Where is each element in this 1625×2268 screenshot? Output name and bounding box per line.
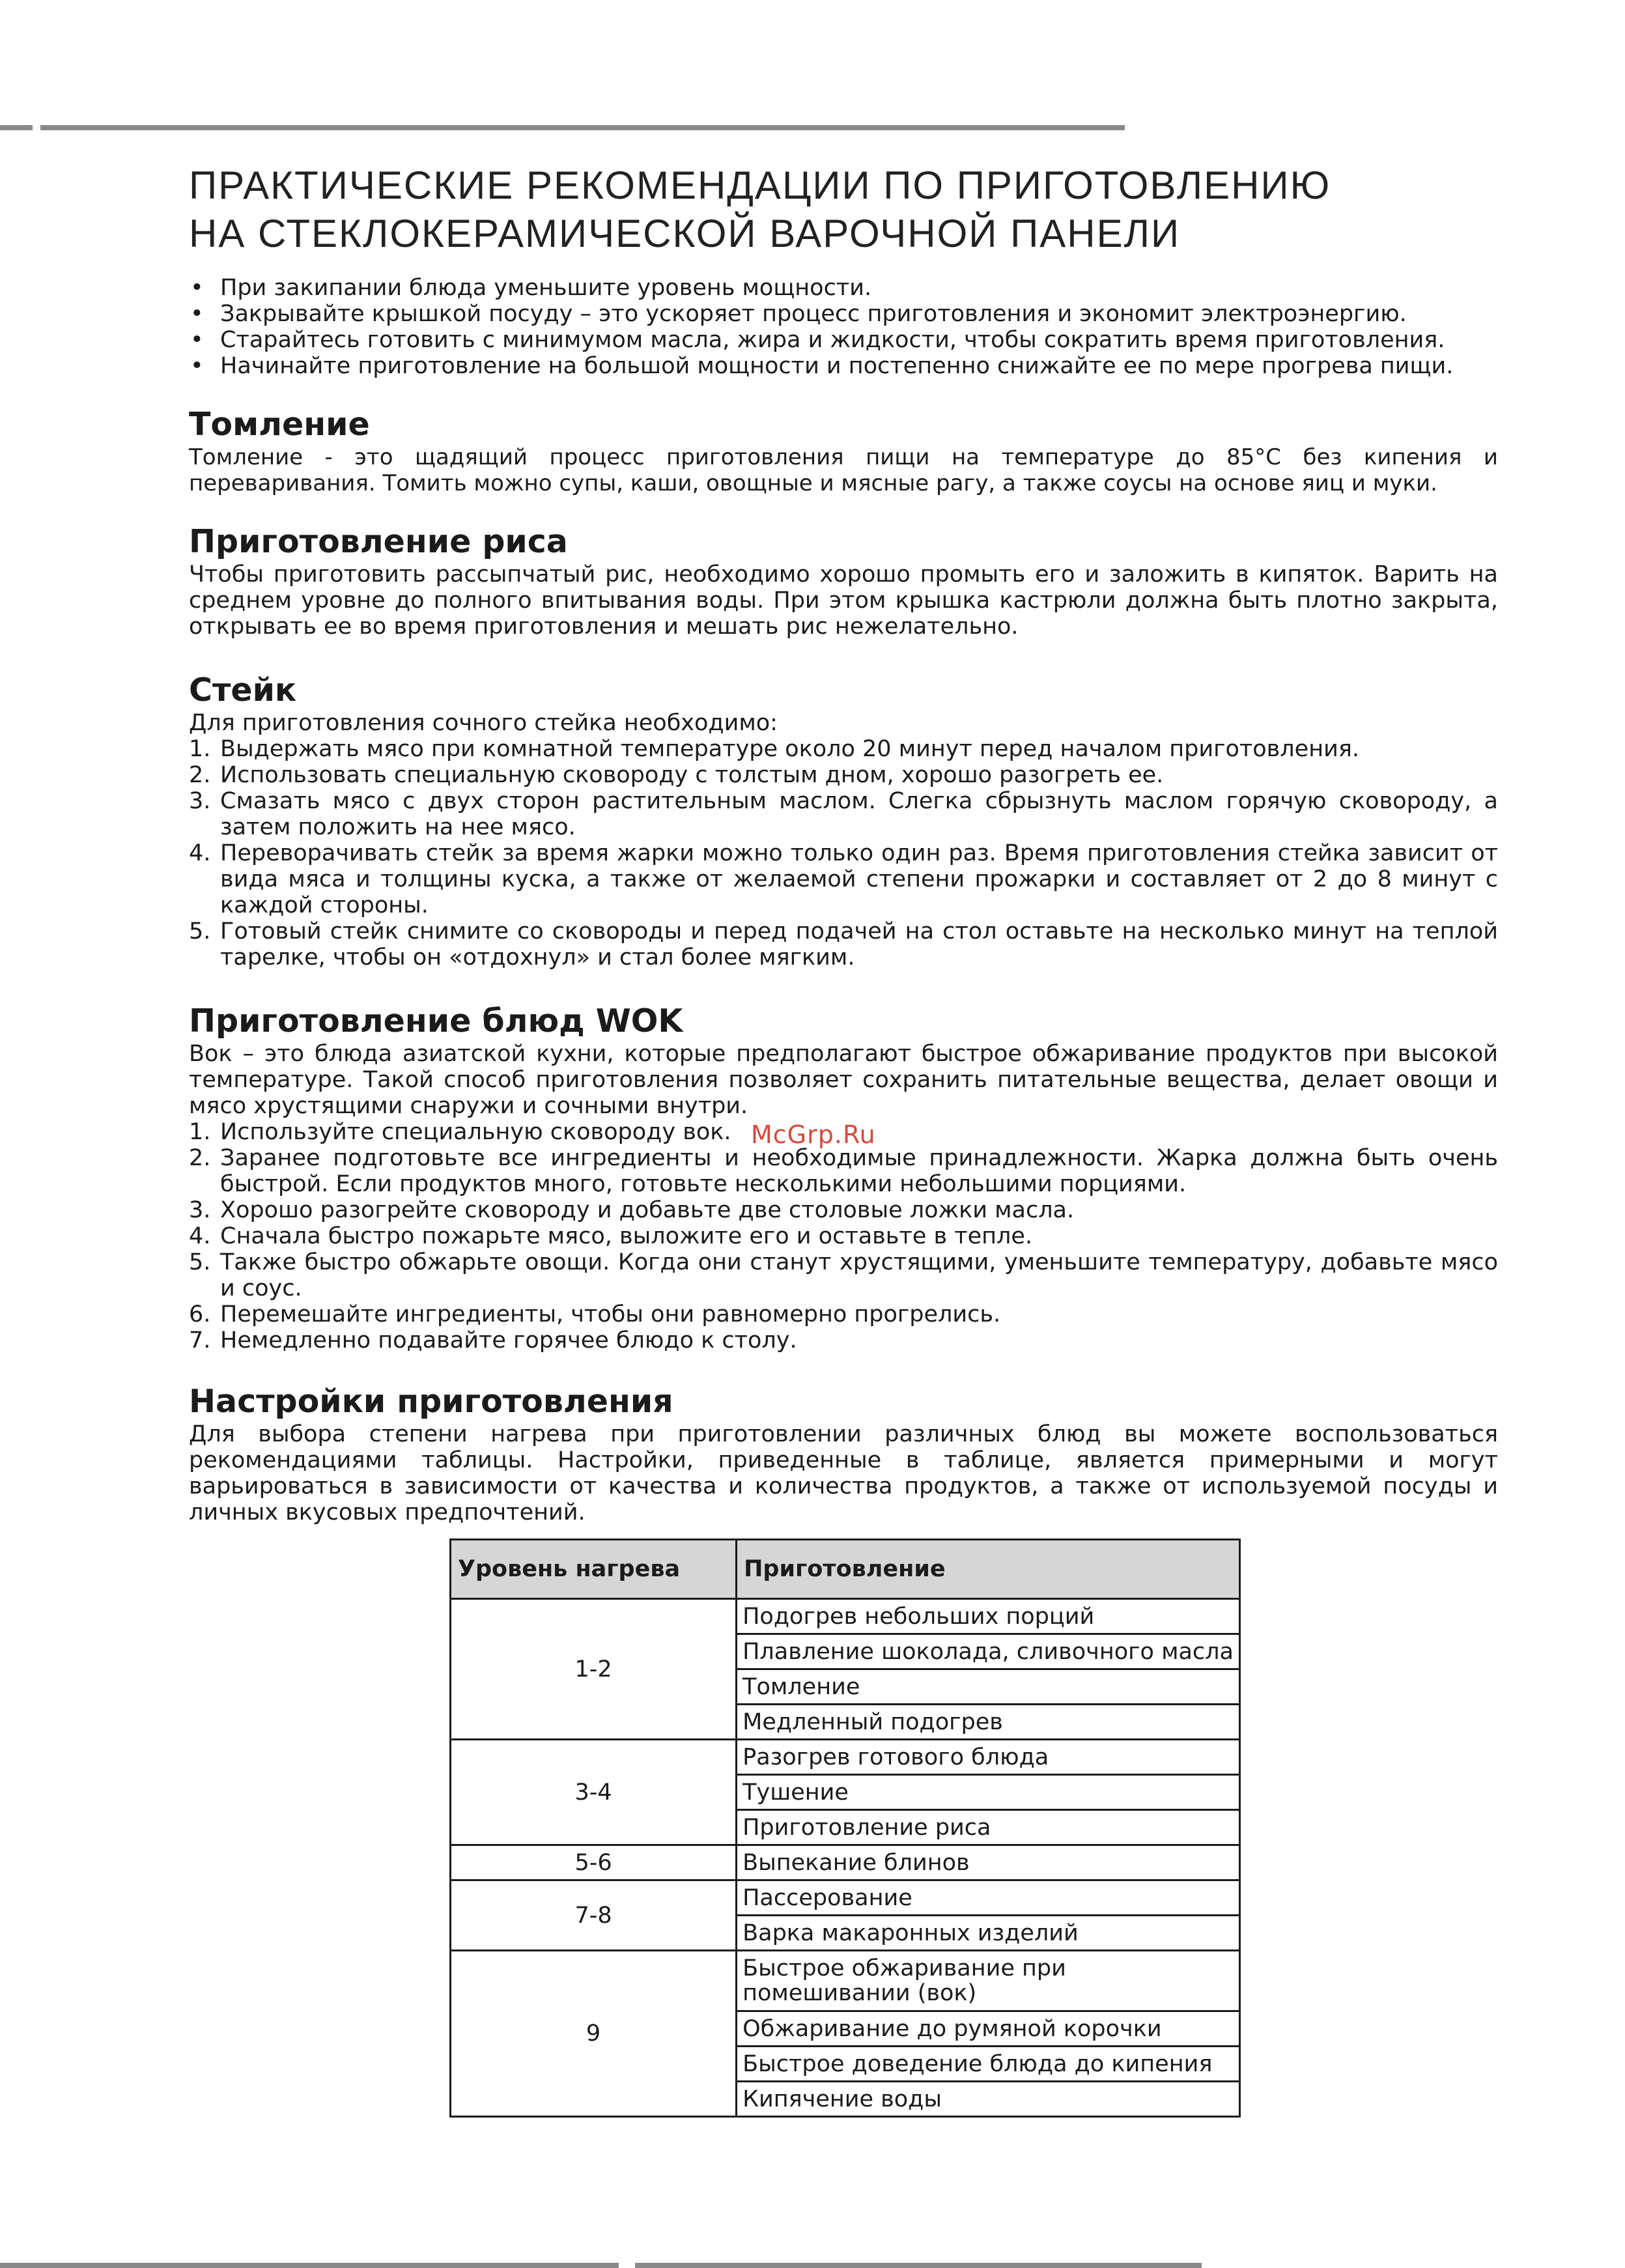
- section-heading: Приготовление блюд WOK: [189, 1002, 683, 1040]
- cooking-settings-table: [449, 1538, 1241, 2118]
- section-wok: [189, 1002, 1498, 1354]
- wok-steps: [189, 1119, 1498, 1354]
- list-item: 4. Переворачивать стейк за время жарки можно только один раз. Время приготовления стейка зависит от вида мяса и толщины куска, а также от желаемой степени прожарки и составляет от 2 до 8 минут с каждой стороны.: [189, 840, 1498, 918]
- list-item: 3. Хорошо разогрейте сковороду и добавьте две столовые ложки масла.: [189, 1197, 1075, 1223]
- section-intro: Вок – это блюда азиатской кухни, которые предполагают быстрое обжаривание продуктов при высокой температуре. Такой способ приготовления позволяет сохранить питательные вещества, делает овощи и мясо хрустящими снаружи и сочными внутри.: [189, 1041, 1498, 1119]
- table-row: [451, 1845, 1240, 1880]
- table-row: [451, 1880, 1240, 1916]
- cooking-cell: Плавление шоколада, сливочного масла: [737, 1634, 1240, 1669]
- page-title: [189, 162, 1498, 258]
- section-text: Чтобы приготовить рассыпчатый рис, необходимо хорошо промыть его и заложить в кипяток. Варить на среднем уровне до полного впитывания воды. При этом крышка кастрюли должна быть плотно закрыта, открывать ее во время приготовления и мешать рис нежелательно.: [189, 561, 1498, 640]
- cooking-cell: Кипячение воды: [737, 2082, 1240, 2117]
- table-header-row: [451, 1540, 1240, 1599]
- tip-item: • Закрывайте крышкой посуду – это ускоряет процесс приготовления и экономит электроэнергию.: [189, 301, 1498, 327]
- section-intro: Для приготовления сочного стейка необходимо:: [189, 710, 778, 736]
- steak-steps: [189, 736, 1498, 971]
- list-item: 7. Немедленно подавайте горячее блюдо к столу.: [189, 1327, 797, 1354]
- list-item: 2. Заранее подготовьте все ингредиенты и необходимые принадлежности. Жарка должна быть очень быстрой. Если продуктов много, готовьте несколькими небольшими порциями.: [189, 1145, 1498, 1197]
- cooking-cell: Подогрев небольших порций: [737, 1599, 1240, 1634]
- section-steak: [189, 671, 1498, 971]
- column-header-cooking: Приготовление: [737, 1540, 1240, 1599]
- cooking-cell: Выпекание блинов: [737, 1845, 1240, 1880]
- heat-level-cell: 3-4: [451, 1740, 737, 1845]
- tip-item: • Старайтесь готовить с минимумом масла, жира и жидкости, чтобы сократить время приготовления.: [189, 327, 1498, 353]
- heat-level-cell: 9: [451, 1951, 737, 2117]
- section-rice: [189, 522, 1498, 640]
- section-tomlenie: [189, 405, 1498, 496]
- section-heading: Приготовление риса: [189, 523, 568, 560]
- tip-item: • При закипании блюда уменьшите уровень мощности.: [189, 275, 1498, 301]
- list-item: 1. Используйте специальную сковороду вок.: [189, 1119, 731, 1145]
- cooking-cell: Томление: [737, 1669, 1240, 1705]
- cooking-cell: Быстрое обжаривание при помешивании (вок): [737, 1951, 1240, 2011]
- cooking-cell: Обжаривание до румяной корочки: [737, 2011, 1240, 2047]
- cooking-cell: Пассерование: [737, 1880, 1240, 1916]
- watermark: McGrp.Ru: [751, 1120, 876, 1149]
- top-rule-left: [0, 125, 33, 130]
- list-item: 1. Выдержать мясо при комнатной температуре около 20 минут перед началом приготовления.: [189, 736, 1360, 762]
- section-heading: Стейк: [189, 672, 297, 709]
- cooking-cell: Разогрев готового блюда: [737, 1740, 1240, 1775]
- section-heading: Настройки приготовления: [189, 1383, 673, 1420]
- list-item: 6. Перемешайте ингредиенты, чтобы они равномерно прогрелись.: [189, 1301, 1001, 1327]
- list-item: 4. Сначала быстро пожарьте мясо, выложите его и оставьте в тепле.: [189, 1223, 1033, 1249]
- page-title-line-1: ПРАКТИЧЕСКИЕ РЕКОМЕНДАЦИИ ПО ПРИГОТОВЛЕНИЮ: [189, 163, 1331, 207]
- list-item: 5. Также быстро обжарьте овощи. Когда они станут хрустящими, уменьшите температуру, добавьте мясо и соус.: [189, 1249, 1498, 1301]
- section-text: Томление - это щадящий процесс приготовления пищи на температуре до 85°С без кипения и переваривания. Томить можно супы, каши, овощные и мясные рагу, а также соусы на основе яиц и муки.: [189, 444, 1498, 496]
- cooking-cell: Варка макаронных изделий: [737, 1916, 1240, 1951]
- section-text: Для выбора степени нагрева при приготовлении различных блюд вы можете воспользоваться рекомендациями таблицы. Настройки, приведенные в таблице, является примерными и могут варьироваться в зависимости от качества и количества продуктов, а также от используемой посуды и личных вкусовых предпочтений.: [189, 1421, 1498, 1525]
- table-row: [451, 1951, 1240, 2011]
- cooking-cell: Быстрое доведение блюда до кипения: [737, 2047, 1240, 2082]
- table-row: [451, 1740, 1240, 1775]
- page-title-line-2: НА СТЕКЛОКЕРАМИЧЕСКОЙ ВАРОЧНОЙ ПАНЕЛИ: [189, 212, 1181, 255]
- top-rule-right: [40, 125, 1125, 130]
- page-content: [189, 162, 1498, 1525]
- cooking-cell: Медленный подогрев: [737, 1705, 1240, 1740]
- heat-level-cell: 7-8: [451, 1880, 737, 1951]
- list-item: 2. Использовать специальную сковороду с толстым дном, хорошо разогреть ее.: [189, 762, 1164, 788]
- list-item: 5. Готовый стейк снимите со сковороды и перед подачей на стол оставьте на несколько минут на теплой тарелке, чтобы он «отдохнул» и стал более мягким.: [189, 918, 1498, 971]
- bottom-rule-right: [635, 2263, 1202, 2268]
- cooking-cell: Тушение: [737, 1775, 1240, 1810]
- tips-list: [189, 275, 1498, 379]
- bottom-rule-left: [0, 2263, 619, 2268]
- section-heading: Томление: [189, 406, 370, 443]
- tip-item: • Начинайте приготовление на большой мощности и постепенно снижайте ее по мере прогрева пищи.: [189, 353, 1498, 379]
- table-row: [451, 1599, 1240, 1634]
- section-settings: [189, 1382, 1498, 1525]
- heat-level-cell: 1-2: [451, 1599, 737, 1740]
- list-item: 3. Смазать мясо с двух сторон растительным маслом. Слегка сбрызнуть маслом горячую сковороду, а затем положить на нее мясо.: [189, 788, 1498, 840]
- column-header-level: Уровень нагрева: [451, 1540, 737, 1599]
- cooking-cell: Приготовление риса: [737, 1810, 1240, 1845]
- heat-level-cell: 5-6: [451, 1845, 737, 1880]
